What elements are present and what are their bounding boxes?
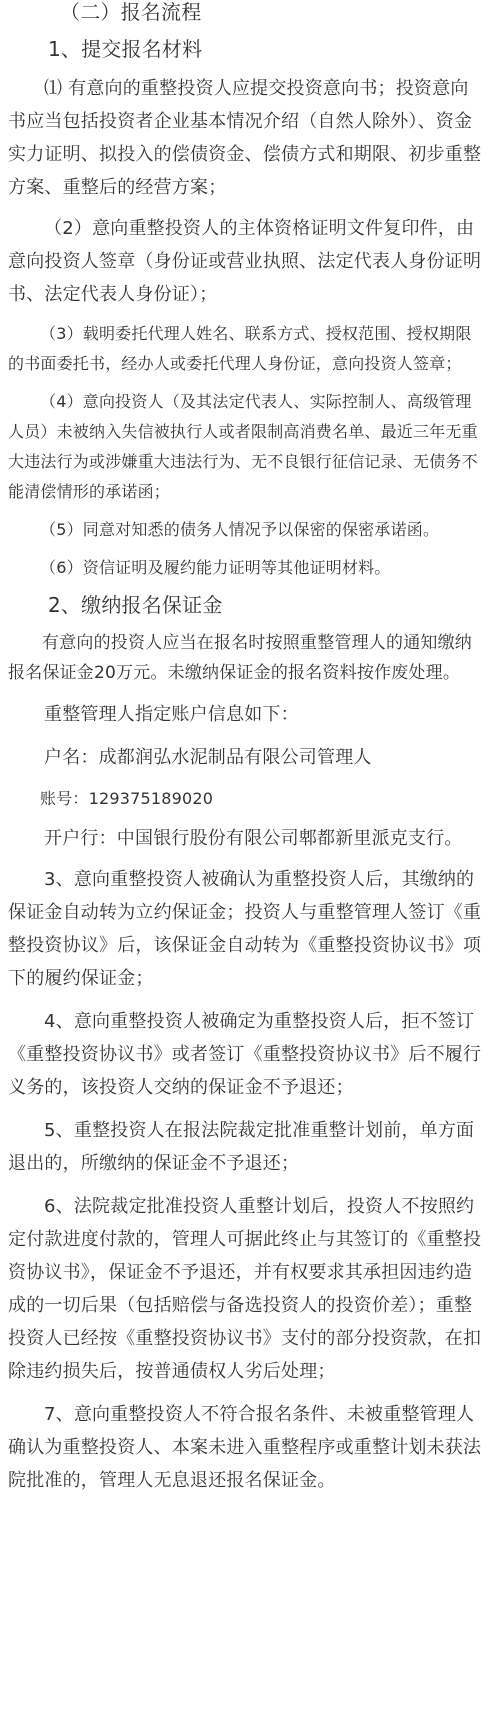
deposit-notice: 有意向的投资人应当在报名时按照重整管理人的通知缴纳报名保证金20万元。未缴纳保证金的报名资料按作废处理。	[8, 633, 472, 683]
paragraph-6: 6、法院裁定批准投资人重整计划后，投资人不按照约定付款进度付款的，管理人可据此终止与其签订的《重整投资协议书》，保证金不予退还，并有权要求其承担因违约造成的一切后果（包括赔偿与备选投资人的投资价差）；重整投资人已经按《重整投资协议书》支付的部分投资款，在扣除违约损失后，按普通债权人劣后处理；	[8, 1196, 482, 1382]
heading-registration-process: （二）报名流程	[60, 0, 202, 24]
section-1-title: 1、提交报名材料	[48, 37, 203, 61]
item-1: ⑴ 有意向的重整投资人应提交投资意向书；投资意向书应当包括投资者企业基本情况介绍（自然人除外）、资金实力证明、拟投入的偿债资金、偿债方式和期限、初步重整方案、重整后的经营方案；	[8, 78, 482, 198]
item-6: （6）资信证明及履约能力证明等其他证明材料。	[40, 558, 391, 577]
item-5: （5）同意对知悉的债务人情况予以保密的保密承诺函。	[40, 520, 440, 539]
account-bank: 开户行：中国银行股份有限公司郫都新里派克支行。	[44, 828, 463, 849]
paragraph-4: 4、意向重整投资人被确定为重整投资人后，拒不签订《重整投资协议书》或者签订《重整投资协议书》后不履行义务的，该投资人交纳的保证金不予退还；	[8, 1011, 482, 1098]
paragraph-3: 3、意向重整投资人被确认为重整投资人后，其缴纳的保证金自动转为立约保证金；投资人与重整管理人签订《重整投资协议》后，该保证金自动转为《重整投资协议书》项下的履约保证金；	[8, 869, 482, 989]
paragraph-5: 5、重整投资人在报法院裁定批准重整计划前，单方面退出的，所缴纳的保证金不予退还；	[8, 1120, 475, 1174]
paragraph-7: 7、意向重整投资人不符合报名条件、未被重整管理人确认为重整投资人、本案未进入重整程序或重整计划未获法院批准的，管理人无息退还报名保证金。	[8, 1404, 482, 1491]
item-3: （3）载明委托代理人姓名、联系方式、授权范围、授权期限的书面委托书，经办人或委托代理人身份证，意向投资人签章；	[8, 324, 472, 373]
section-2-title: 2、缴纳报名保证金	[48, 593, 223, 617]
account-name: 户名：成都润弘水泥制品有限公司管理人	[44, 747, 372, 768]
account-info-label: 重整管理人指定账户信息如下：	[44, 704, 299, 725]
account-number: 账号：129375189020	[40, 789, 214, 808]
item-2: （2）意向重整投资人的主体资格证明文件复印件，由意向投资人签章（身份证或营业执照、法定代表人身份证明书、法定代表人身份证）；	[8, 218, 482, 305]
item-4: （4）意向投资人（及其法定代表人、实际控制人、高级管理人员）未被纳入失信被执行人或者限制高消费名单、最近三年无重大违法行为或涉嫌重大违法行为、无不良银行征信记录、无债务不能清偿情形的承诺函；	[8, 392, 478, 501]
